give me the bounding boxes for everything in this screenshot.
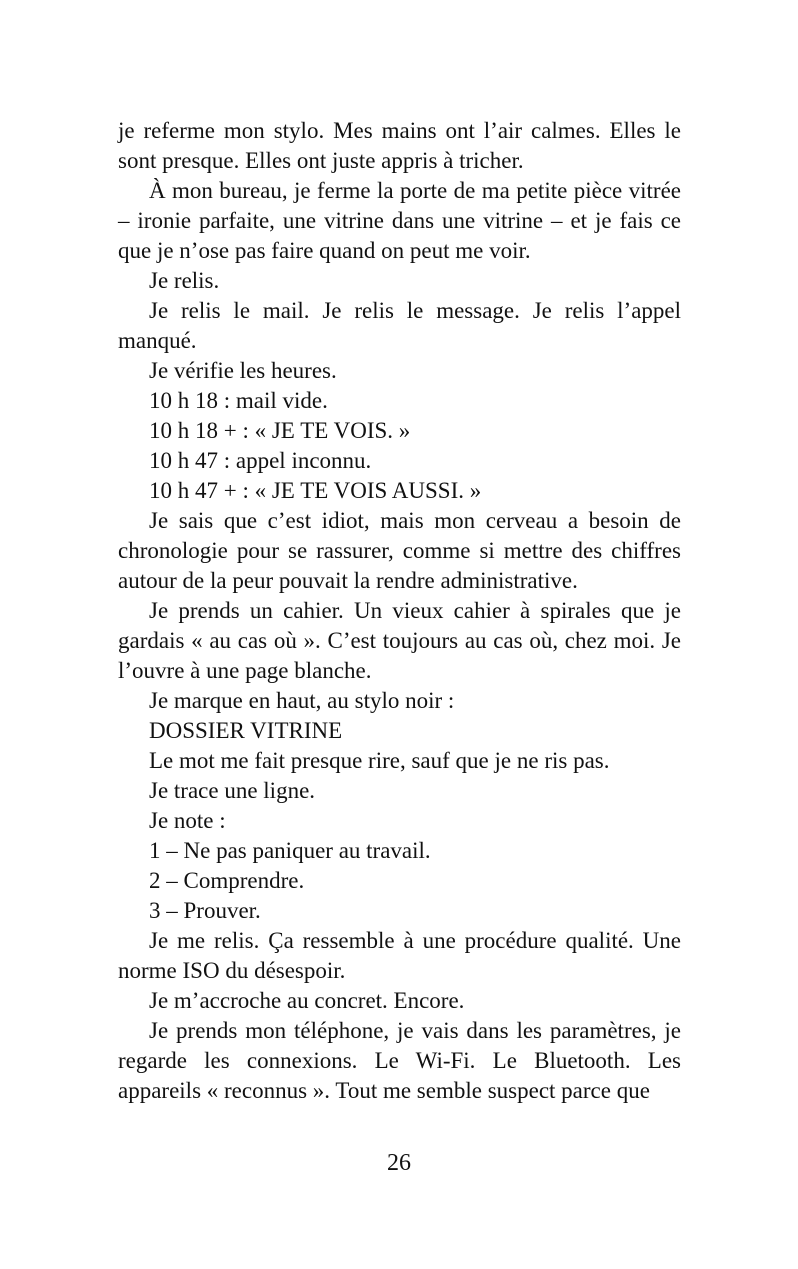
list-item: 2 – Comprendre. <box>149 868 305 893</box>
paragraph: Le mot me fait presque rire, sauf que je ne ris pas. <box>149 748 610 773</box>
list-item: 1 – Ne pas paniquer au travail. <box>149 838 431 863</box>
body-text <box>118 116 681 1106</box>
paragraph: Je prends un cahier. Un vieux cahier à spirales que je gardais « au cas où ». C’est toujours au cas où, chez moi. Je l’ouvre à une page blanche. <box>118 598 681 683</box>
paragraph: Je relis. <box>149 268 220 293</box>
timeline-entry: 10 h 18 + : « JE TE VOIS. » <box>149 418 411 443</box>
paragraph: Je prends mon téléphone, je vais dans les paramètres, je regarde les connexions. Le Wi-Fi. Le Bluetooth. Les appareils « reconnus ». Tout me semble suspect parce que <box>118 1018 681 1103</box>
paragraph: Je trace une ligne. <box>149 778 316 803</box>
timeline-entry: 10 h 47 : appel inconnu. <box>149 448 372 473</box>
list-item: 3 – Prouver. <box>149 898 261 923</box>
notebook-heading: DOSSIER VITRINE <box>149 718 343 743</box>
paragraph: Je sais que c’est idiot, mais mon cerveau a besoin de chronologie pour se rassurer, comme si mettre des chiffres autour de la peur pouvait la rendre administrative. <box>118 508 681 593</box>
paragraph: À mon bureau, je ferme la porte de ma petite pièce vitrée – ironie parfaite, une vitrine dans une vitrine – et je fais ce que je n’ose pas faire quand on peut me voir. <box>118 178 681 263</box>
paragraph: Je marque en haut, au stylo noir : <box>149 688 455 713</box>
page-number: 26 <box>387 1150 411 1176</box>
paragraph: Je vérifie les heures. <box>149 358 337 383</box>
timeline-entry: 10 h 47 + : « JE TE VOIS AUSSI. » <box>149 478 482 503</box>
paragraph-continuation: je referme mon stylo. Mes mains ont l’air calmes. Elles le sont presque. Elles ont juste appris à tricher. <box>118 118 681 173</box>
paragraph: Je m’accroche au concret. Encore. <box>149 988 465 1013</box>
paragraph: Je me relis. Ça ressemble à une procédure qualité. Une norme ISO du désespoir. <box>118 928 681 983</box>
timeline-entry: 10 h 18 : mail vide. <box>149 388 328 413</box>
paragraph: Je relis le mail. Je relis le message. Je relis l’appel manqué. <box>118 298 681 353</box>
paragraph: Je note : <box>149 808 226 833</box>
